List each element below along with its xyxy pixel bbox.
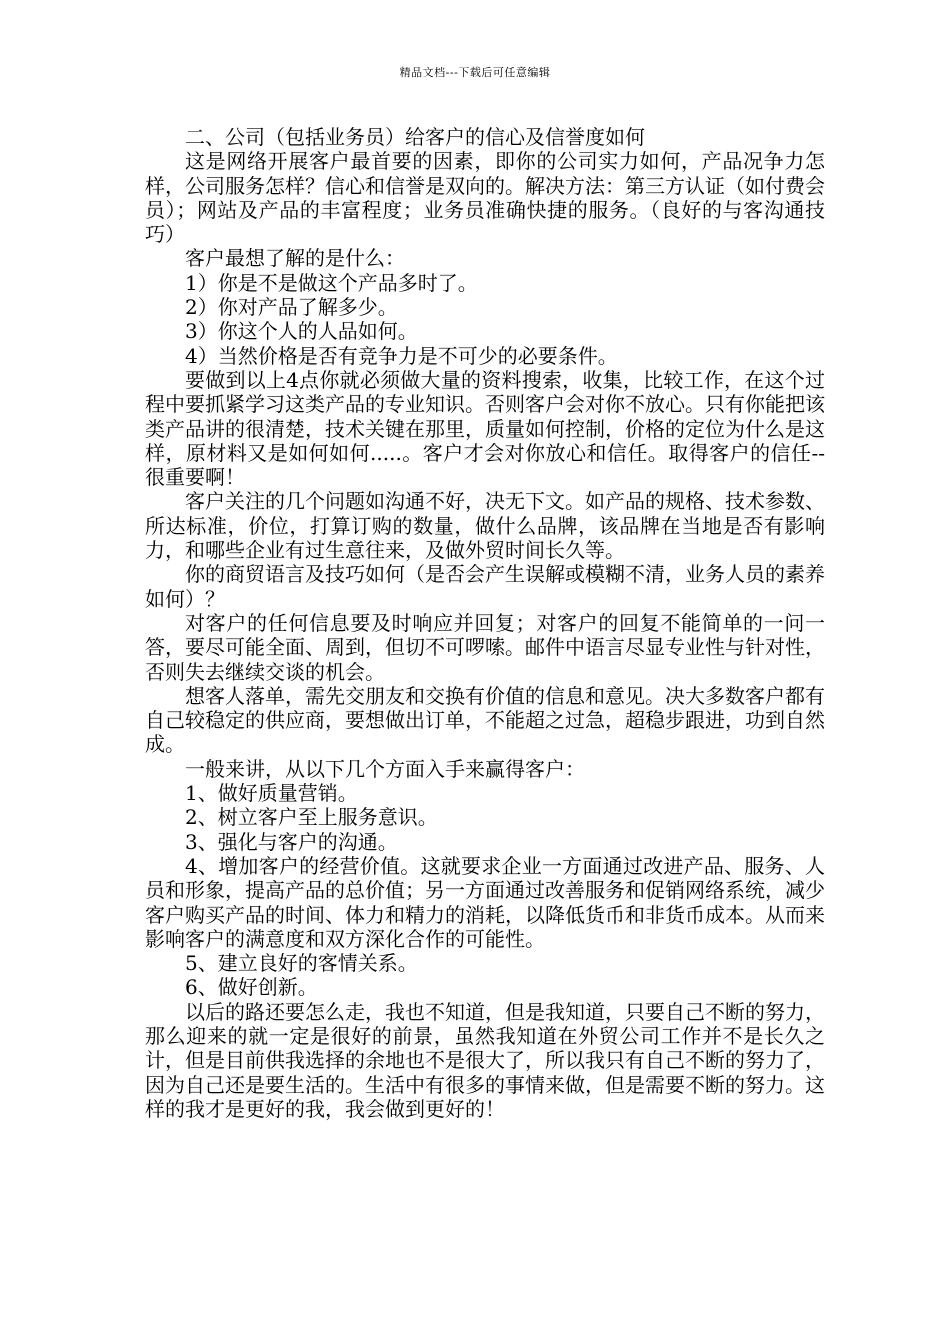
paragraph: 客户最想了解的是什么： — [185, 246, 405, 271]
paragraph: 你的商贸语言及技巧如何（是否会产生误解或模糊不清，业务人员的素养如何）？ — [145, 562, 825, 611]
list-item: 6、做好创新。 — [185, 975, 318, 1000]
list-item: 2、树立客户至上服务意识。 — [185, 805, 438, 830]
document-body — [145, 125, 825, 1121]
section-heading: 二、公司（包括业务员）给客户的信心及信誉度如何 — [185, 125, 645, 149]
list-item: 1、做好质量营销。 — [185, 781, 358, 806]
paragraph: 客户关注的几个问题如沟通不好，决无下文。如产品的规格、技术参数、所达标准，价位，打算订购的数量，做什么品牌，该品牌在当地是否有影响力，和哪些企业有过生意往来，及做外贸时间长久等。 — [145, 489, 825, 563]
paragraph: 想客人落单，需先交朋友和交换有价值的信息和意见。决大多数客户都有自己较稳定的供应商，要想做出订单，不能超之过急，超稳步跟进，功到自然成。 — [145, 683, 825, 757]
list-item: 5、建立良好的客情关系。 — [185, 951, 418, 976]
paragraph: 这是网络开展客户最首要的因素，即你的公司实力如何，产品况争力怎样，公司服务怎样？信心和信誉是双向的。解决方法：第三方认证（如付费会员）；网站及产品的丰富程度；业务员准确快捷的服务。（良好的与客沟通技巧） — [145, 149, 825, 247]
list-item: 3）你这个人的人品如何。 — [185, 319, 418, 344]
list-item: 4、增加客户的经营价值。这就要求企业一方面通过改进产品、服务、人员和形象，提高产品的总价值；另一方面通过改善服务和促销网络系统，减少客户购买产品的时间、体力和精力的消耗，以降低货币和非货币成本。从而来影响客户的满意度和双方深化合作的可能性。 — [145, 853, 825, 951]
page-header: 精品文档---下载后可任意编辑 — [399, 66, 551, 79]
paragraph: 以后的路还要怎么走，我也不知道，但是我知道，只要自己不断的努力，那么迎来的就一定是很好的前景，虽然我知道在外贸公司工作并不是长久之计，但是目前供我选择的余地也不是很大了，所以我只有自己不断的努力了，因为自己还是要生活的。生活中有很多的事情来做，但是需要不断的努力。这样的我才是更好的我，我会做到更好的！ — [145, 999, 825, 1121]
paragraph: 一般来讲，从以下几个方面入手来赢得客户： — [185, 756, 585, 781]
paragraph: 要做到以上4点你就必须做大量的资料搜索，收集，比较工作，在这个过程中要抓紧学习这类产品的专业知识。否则客户会对你不放心。只有你能把该类产品讲的很清楚，技术关键在那里，质量如何控制，价格的定位为什么是这样，原材料又是如何如何.....。客户才会对你放心和信任。取得客户的信任--很重要啊！ — [145, 367, 825, 490]
list-item: 4）当然价格是否有竞争力是不可少的必要条件。 — [185, 343, 618, 368]
paragraph: 对客户的任何信息要及时响应并回复；对客户的回复不能简单的一问一答，要尽可能全面、周到，但切不可啰嗦。邮件中语言尽显专业性与针对性，否则失去继续交谈的机会。 — [145, 610, 825, 684]
list-item: 3、强化与客户的沟通。 — [185, 829, 398, 854]
list-item: 1）你是不是做这个产品多时了。 — [185, 270, 478, 295]
list-item: 2）你对产品了解多少。 — [185, 295, 398, 320]
